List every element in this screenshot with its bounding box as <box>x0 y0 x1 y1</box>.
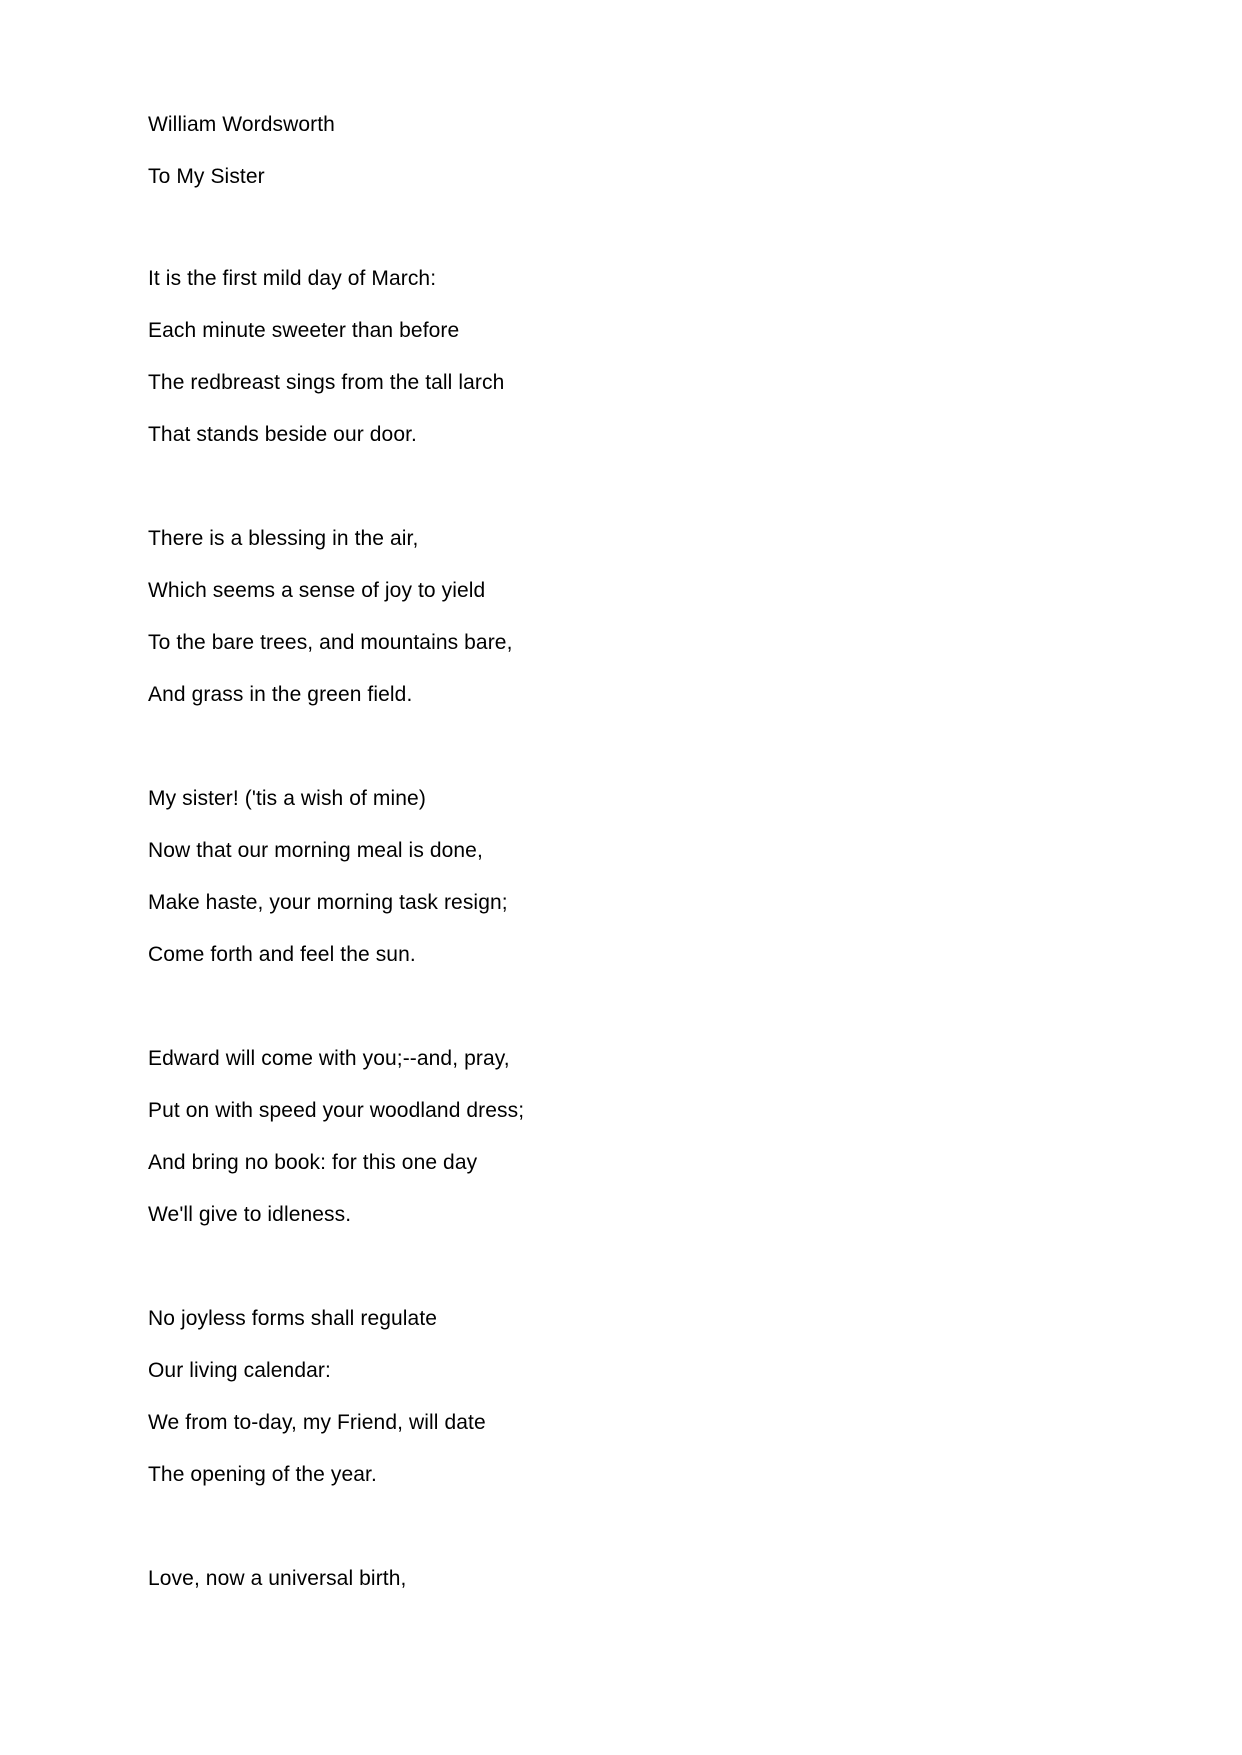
poem-line: Now that our morning meal is done, <box>148 839 483 862</box>
poem-line: Love, now a universal birth, <box>148 1567 407 1590</box>
poem-line: No joyless forms shall regulate <box>148 1307 438 1330</box>
poem-line: Which seems a sense of joy to yield <box>148 579 486 602</box>
poem-line: The redbreast sings from the tall larch <box>148 371 505 394</box>
poem-line: The opening of the year. <box>148 1463 377 1486</box>
poem-line: There is a blessing in the air, <box>148 527 419 550</box>
poem-line: And grass in the green field. <box>148 683 413 706</box>
poem-line: Put on with speed your woodland dress; <box>148 1099 525 1122</box>
poem-line: Our living calendar: <box>148 1359 331 1382</box>
poem-line: That stands beside our door. <box>148 423 417 446</box>
author-line: William Wordsworth <box>148 113 335 136</box>
poem-line: We from to-day, my Friend, will date <box>148 1411 486 1434</box>
poem-line: My sister! ('tis a wish of mine) <box>148 787 426 810</box>
poem-line: We'll give to idleness. <box>148 1203 352 1226</box>
poem-line: Each minute sweeter than before <box>148 319 460 342</box>
poem-line: Make haste, your morning task resign; <box>148 891 508 914</box>
poem-line: Come forth and feel the sun. <box>148 943 416 966</box>
poem-line: Edward will come with you;--and, pray, <box>148 1047 510 1070</box>
poem-line: To the bare trees, and mountains bare, <box>148 631 513 654</box>
poem-line: And bring no book: for this one day <box>148 1151 478 1174</box>
poem-line: It is the first mild day of March: <box>148 267 437 290</box>
poem-title: To My Sister <box>148 165 265 188</box>
